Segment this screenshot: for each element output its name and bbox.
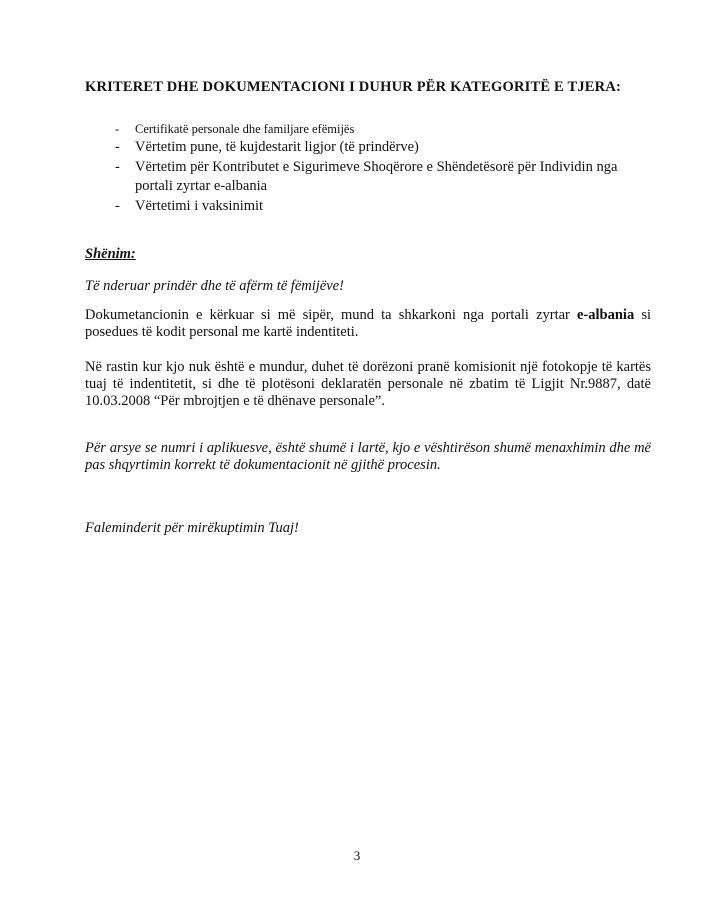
- declaration-paragraph: Në rastin kur kjo nuk është e mundur, duhet të dorëzoni pranë komisionit një fotokopje të kartës tuaj të indentitetit, si dhe të plotësoni deklaratën personale në zbatim të Ligjit Nr.9887, datë 10.03.2008 “Për mbrojtjen e të dhënave personale”.: [85, 359, 651, 409]
- download-info-text-before: Dokumetancionin e kërkuar si më sipër, mund ta shkarkoni nga portali zyrtar: [85, 307, 577, 323]
- list-item-dash: -: [115, 122, 120, 136]
- portal-name-bold: e-albania: [577, 307, 635, 323]
- closing-paragraph: Faleminderit për mirëkuptimin Tuaj!: [85, 520, 299, 536]
- list-item-text: Vërtetimi i vaksinimit: [135, 197, 264, 214]
- page-number: 3: [353, 848, 361, 863]
- salutation-paragraph: Të nderuar prindër dhe të afërm të fëmijëve!: [85, 278, 344, 294]
- list-item-dash: -: [115, 139, 120, 155]
- list-item-dash: -: [115, 158, 120, 175]
- list-item-text: Certifikatë personale dhe familjare efëmijës: [135, 122, 355, 136]
- document-content: [85, 78, 651, 537]
- list-item: [85, 158, 651, 197]
- download-info-paragraph: [85, 307, 651, 341]
- download-info-text-after: si posedues të kodit personal me kartë indentiteti.: [85, 307, 651, 340]
- list-item-text: Vërtetim pune, të kujdestarit ligjor (të prindërve): [135, 139, 419, 155]
- list-item: [85, 138, 651, 158]
- applicants-note-paragraph: Për arsye se numri i aplikuesve, është shumë i lartë, kjo e vështirëson shumë menaxhimin dhe më pas shqyrtimin korrekt të dokumentacionit në gjithë procesin.: [85, 440, 651, 473]
- criteria-list: [85, 121, 651, 216]
- note-heading: Shënim:: [85, 246, 136, 262]
- list-item-dash: -: [115, 197, 120, 214]
- document-title: KRITERET DHE DOKUMENTACIONI I DUHUR PËR KATEGORITË E TJERA:: [85, 79, 622, 95]
- list-item: [85, 121, 651, 138]
- list-item: [85, 197, 651, 217]
- list-item-text: Vërtetim për Kontributet e Sigurimeve Shoqërore e Shëndetësorë për Individin nga portali zyrtar e-albania: [135, 158, 618, 194]
